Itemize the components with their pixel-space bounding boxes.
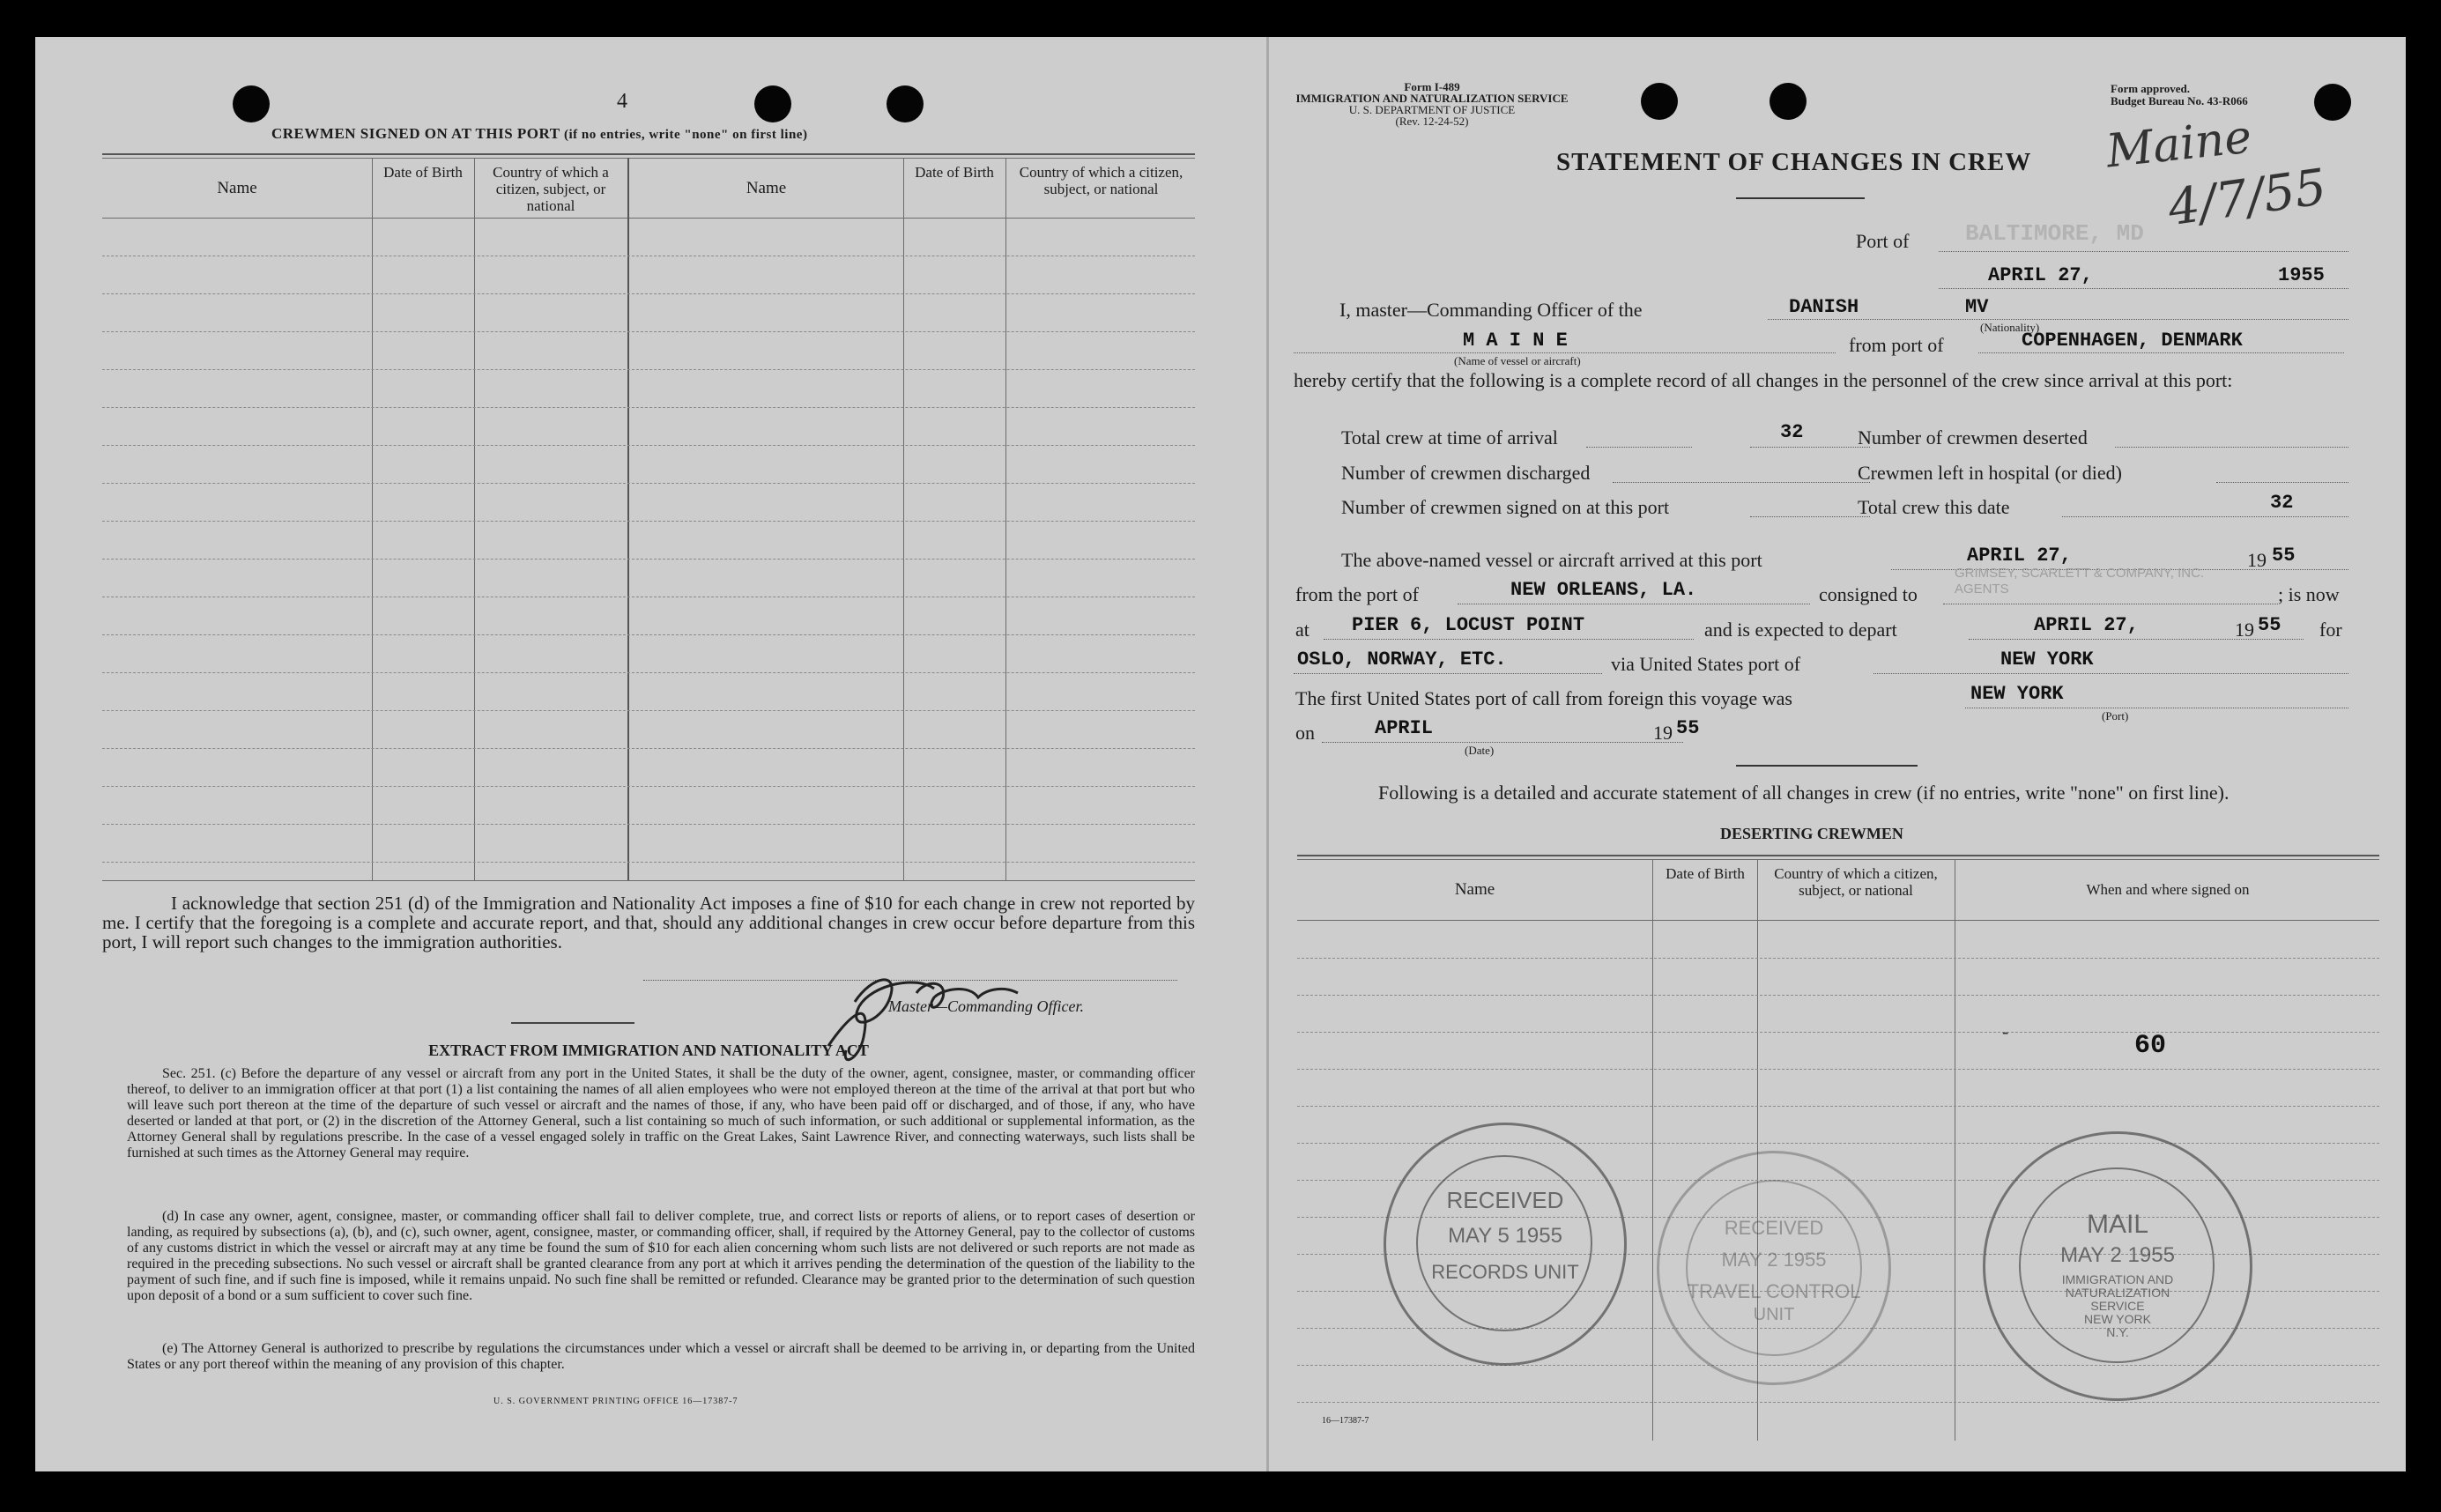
punch-hole <box>754 85 791 122</box>
page-number: 4 <box>617 90 627 113</box>
on-century: 19 <box>1653 722 1673 744</box>
ruled-row-line <box>102 862 1195 863</box>
at-value: PIER 6, LOCUST POINT <box>1352 614 1585 636</box>
ruled-row-line <box>102 672 1195 673</box>
punch-hole <box>2314 84 2351 121</box>
via-value: NEW YORK <box>2000 649 2094 671</box>
table-rule <box>102 218 1195 219</box>
stamp-date-text: MAY 2 1955 <box>1721 1249 1827 1271</box>
table-rule <box>102 158 1195 159</box>
table-rule <box>1297 855 2379 856</box>
discharged-label: Number of crewmen discharged <box>1341 462 1591 484</box>
stamp-agency-line: NEW YORK <box>2084 1312 2151 1326</box>
ruled-row-line <box>102 483 1195 484</box>
received-records-unit-stamp <box>1384 1123 1627 1366</box>
department-name: U. S. DEPARTMENT OF JUSTICE <box>1348 103 1516 116</box>
ruled-row-line <box>102 786 1195 787</box>
ruled-row-line <box>102 407 1195 408</box>
ruled-row-line <box>102 634 1195 635</box>
col-header-country: Country of which a citizen, subject, or national <box>1774 865 1938 899</box>
divider <box>1736 765 1918 767</box>
section-251-e: (e) The Attorney General is authorized to prescribe by regulations the circumstances under which a vessel or aircraft shall be deemed to be arriving in, or departing from the United States or any port thereof within the meaning of any provision of this chapter. <box>127 1341 1195 1372</box>
ruled-row-line <box>102 710 1195 711</box>
for-value: OSLO, NORWAY, ETC. <box>1297 649 1507 671</box>
divider <box>1736 197 1865 199</box>
fill-line <box>1939 251 2348 252</box>
deserting-title: DESERTING CREWMEN <box>1720 825 1903 842</box>
on-year: 55 <box>1676 717 1700 739</box>
handwritten-vessel-note: Maine <box>2103 110 2254 179</box>
stamp-agency-line: N.Y. <box>2106 1325 2129 1339</box>
form-number-block <box>1287 81 1577 127</box>
left-title <box>271 125 807 143</box>
col-header-name: Name <box>217 179 257 197</box>
budget-bureau-number: Budget Bureau No. 43-R066 <box>2111 94 2248 107</box>
signature-caption: Master—Commanding Officer. <box>888 997 1084 1015</box>
vessel-caption: (Name of vessel or aircraft) <box>1454 354 1581 367</box>
arrived-year: 55 <box>2272 545 2296 567</box>
punch-hole <box>1770 83 1807 120</box>
fill-line <box>2062 516 2348 517</box>
deserted-label: Number of crewmen deserted <box>1858 426 2088 448</box>
from-port-of-label: from the port of <box>1295 583 1419 605</box>
depart-year: 55 <box>2258 614 2281 636</box>
col-header-name-2: Name <box>746 179 787 197</box>
ruled-row-line <box>102 445 1195 446</box>
fill-line <box>1586 447 1692 448</box>
stamp-date-text: MAY 5 1955 <box>1448 1224 1562 1248</box>
consigned-stamp: GRIMSEY, SCARLETT & COMPANY, INC. AGENTS <box>1955 566 2205 597</box>
report-year: 1955 <box>2278 264 2325 286</box>
ruled-row-line <box>1297 995 2379 996</box>
fill-line <box>1322 742 1683 743</box>
fill-line <box>1873 673 2348 674</box>
stamp-agency-line: IMMIGRATION AND <box>2061 1272 2174 1286</box>
for-label: for <box>2319 619 2342 641</box>
left-title-text: CREWMEN SIGNED ON AT THIS PORT <box>271 125 560 142</box>
stamp-unit-text-2: UNIT <box>1753 1305 1795 1324</box>
document-sheet <box>35 37 2406 1471</box>
report-date: APRIL 27, <box>1988 264 2093 286</box>
mail-stamp <box>1983 1131 2252 1401</box>
arrived-label: The above-named vessel or aircraft arrived at this port <box>1341 549 1762 571</box>
col-header-signed-on: When and where signed on <box>2086 881 2250 898</box>
nationality-value: DANISH <box>1789 296 1859 318</box>
total-arrival-value: 32 <box>1780 421 1804 443</box>
ruled-row-line <box>1297 1106 2379 1107</box>
consigned-label: consigned to <box>1819 583 1918 605</box>
vessel-type-value: MV <box>1965 296 1989 318</box>
fill-line <box>2216 482 2348 483</box>
col-header-name: Name <box>1454 880 1495 899</box>
fill-line <box>1294 352 1836 353</box>
column-divider <box>903 158 904 880</box>
stamp-received-text: RECEIVED <box>1724 1217 1824 1239</box>
signed-on-label: Number of crewmen signed on at this port <box>1341 496 1670 518</box>
following-text: Following is a detailed and accurate statement of all changes in crew (if no entries, write "none" on first line). <box>1378 782 2230 804</box>
handwritten-date-note: 4/7/55 <box>2164 158 2330 238</box>
total-arrival-label: Total crew at time of arrival <box>1341 426 1558 448</box>
acknowledgment-text: I acknowledge that section 251 (d) of the Immigration and Nationality Act imposes a fine of $10 for each change in crew not reported by me. I certify that the foregoing is a complete and accurate report, and that, should any additional changes in crew occur before departure from this port, I will report such changes to the immigration authorities. <box>102 893 1195 952</box>
travel-control-stamp <box>1657 1151 1891 1385</box>
printer-imprint: U. S. GOVERNMENT PRINTING OFFICE 16—17387-7 <box>493 1397 738 1406</box>
col-header-country-2: Country of which a citizen, subject, or national <box>1019 164 1183 197</box>
ruled-row-line <box>1297 958 2379 959</box>
punch-hole <box>1641 83 1678 120</box>
ruled-row-line <box>102 824 1195 825</box>
entry-signed-on: 60 <box>2134 1031 2167 1061</box>
approval-block <box>2111 83 2248 107</box>
port-caption: (Port) <box>2102 709 2129 723</box>
revision-date: (Rev. 12-24-52) <box>1395 115 1469 128</box>
fill-line <box>1324 639 1694 640</box>
vessel-name: M A I N E <box>1463 330 1568 352</box>
stamp-unit-text: RECORDS UNIT <box>1431 1261 1579 1283</box>
ruled-row-line <box>1297 1069 2379 1070</box>
master-line-label: I, master—Commanding Officer of the <box>1339 299 1643 321</box>
fill-line <box>1939 288 2348 289</box>
column-divider <box>1005 158 1006 880</box>
table-rule <box>1297 920 2379 921</box>
stamp-mail-text: MAIL <box>2086 1210 2149 1239</box>
arrived-century: 19 <box>2247 549 2267 571</box>
left-title-note: (if no entries, write "none" on first line) <box>564 128 808 142</box>
section-251-d: (d) In case any owner, agent, consignee, master, or commanding officer shall fail to deliver complete, true, and correct lists or reports of aliens, or to report cases of desertion or landing, as required by subsections (a), (b), and (c), such owner, agent, consignee, master, or commanding officer, shall, if required by the Attorney General, pay to the collector of customs of any customs district in which the vessel or aircraft may at any time be found the sum of $10 for each alien concerning whom such lists are not delivered or such reports are not made as required in the preceding subsections. No such vessel or aircraft shall be granted clearance from any port at which it arrives pending the determination of the question of the liability to the payment of such fine, and if such fine is imposed, while it remains unpaid. No such fine shall be remitted or refunded. Clearance may be granted prior to the determination of such question upon deposit of a bond or a sum sufficient to cover such fine. <box>127 1209 1195 1303</box>
fill-line <box>1768 319 2348 320</box>
depart-date: APRIL 27, <box>2034 614 2139 636</box>
ruled-row-line <box>102 559 1195 560</box>
fill-line <box>2115 447 2348 448</box>
certify-text: hereby certify that the following is a complete record of all changes in the personnel of the crew since arrival at this port: <box>1294 369 2233 391</box>
on-value: APRIL <box>1375 717 1434 739</box>
col-header-dob: Date of Birth <box>1666 865 1745 882</box>
is-now-label: ; is now <box>2278 583 2340 605</box>
col-header-dob-2: Date of Birth <box>915 164 994 181</box>
fill-line <box>1978 352 2344 353</box>
ruled-row-line <box>102 521 1195 522</box>
from-port-of-value: NEW ORLEANS, LA. <box>1510 579 1697 601</box>
stamp-date-text: MAY 2 1955 <box>2060 1243 2175 1267</box>
ruled-row-line <box>102 331 1195 332</box>
ruled-row-line <box>102 369 1195 370</box>
table-rule <box>102 153 1195 155</box>
form-approved: Form approved. <box>2111 82 2191 95</box>
table-rule <box>102 880 1195 881</box>
from-port-value: COPENHAGEN, DENMARK <box>2022 330 2243 352</box>
stamp-unit-text: TRAVEL CONTROL <box>1687 1280 1861 1302</box>
first-port-value: NEW YORK <box>1970 683 2064 705</box>
ruled-row-line <box>102 293 1195 294</box>
col-header-dob: Date of Birth <box>383 164 463 181</box>
fill-line <box>1613 482 1870 483</box>
first-port-label: The first United States port of call from foreign this voyage was <box>1295 687 1792 709</box>
total-date-label: Total crew this date <box>1858 496 2010 518</box>
form-title: STATEMENT OF CHANGES IN CREW <box>1556 148 2032 176</box>
stamp-received-text: RECEIVED <box>1446 1187 1564 1213</box>
column-divider <box>474 158 475 880</box>
stamp-agency-line: NATURALIZATION <box>2065 1286 2170 1300</box>
depart-century: 19 <box>2235 619 2254 641</box>
col-header-country: Country of which a citizen, subject, or national <box>493 164 609 214</box>
arrived-date: APRIL 27, <box>1967 545 2072 567</box>
nationality-caption: (Nationality) <box>1980 321 2040 334</box>
ruled-row-line <box>1297 1402 2379 1403</box>
stamp-agency-text <box>1985 1273 2250 1339</box>
right-printer-imprint: 16—17387-7 <box>1322 1416 1369 1426</box>
at-label: at <box>1295 619 1310 641</box>
fill-line <box>1294 673 1602 674</box>
column-divider <box>372 158 373 880</box>
punch-hole <box>233 85 270 122</box>
agency-name: IMMIGRATION AND NATURALIZATION SERVICE <box>1295 92 1569 105</box>
extract-title: EXTRACT FROM IMMIGRATION AND NATIONALITY ACT <box>428 1041 869 1059</box>
total-date-value: 32 <box>2270 492 2294 514</box>
column-divider <box>1652 859 1653 1441</box>
ruled-row-line <box>102 748 1195 749</box>
ruled-row-line <box>1297 1032 2379 1033</box>
hospital-label: Crewmen left in hospital (or died) <box>1858 462 2122 484</box>
stamp-agency-line: SERVICE <box>2090 1299 2145 1313</box>
port-label: Port of <box>1856 230 1910 252</box>
fill-line <box>1750 447 1870 448</box>
column-divider <box>627 158 629 880</box>
on-label: on <box>1295 722 1315 744</box>
fill-line <box>1750 516 1870 517</box>
page-fold <box>1266 37 1269 1471</box>
from-port-label: from port of <box>1849 334 1944 356</box>
depart-label: and is expected to depart <box>1704 619 1897 641</box>
divider <box>511 1022 634 1024</box>
form-number: Form I-489 <box>1404 80 1460 93</box>
section-251-c: Sec. 251. (c) Before the departure of any vessel or aircraft from any port in the United States, it shall be the duty of the owner, agent, consignee, master, or commanding officer thereof, to deliver to an immigration officer at that port (1) a list containing the names of all alien employees who were not employed thereon at the time of the arrival at that port but who will leave such port thereon at the time of the departure of such vessel or aircraft and the names of those, if any, who have been paid off or discharged, and of those, if any, who have deserted or landed at that port, or (2) in the discretion of the Attorney General, such a list containing so much of such information, or such additional or supplemental information, as the Attorney General shall by regulations prescribe. In the case of a vessel engaged solely in traffic on the Great Lakes, Saint Lawrence River, and connecting waterways, such lists shall be furnished at such times as the Attorney General may require. <box>127 1066 1195 1160</box>
date-caption: (Date) <box>1465 744 1495 757</box>
port-value: BALTIMORE, MD <box>1965 220 2144 247</box>
entry-mark: - <box>2002 1020 2009 1042</box>
table-rule <box>1297 859 2379 860</box>
punch-hole <box>887 85 924 122</box>
via-label: via United States port of <box>1611 653 1801 675</box>
